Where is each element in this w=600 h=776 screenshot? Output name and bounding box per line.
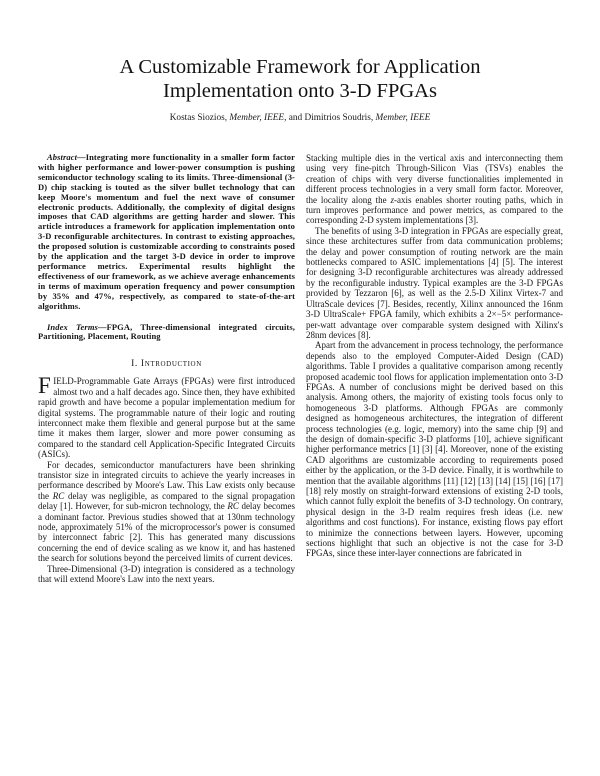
drop-cap-letter: F xyxy=(38,373,51,399)
math-z-axis: z xyxy=(390,194,395,205)
text-segment: delay was negligible, as compared to the signal propagation delay [1]. However, for sub-micron technology, the xyxy=(38,490,296,512)
index-terms-label: Index Terms xyxy=(47,321,98,332)
math-rc-1: RC xyxy=(52,490,65,501)
section-heading-introduction: I. Introduction xyxy=(131,358,202,370)
paper-title xyxy=(0,55,600,103)
intro-paragraph-4 xyxy=(306,226,563,340)
text-segment: IELD-Programmable Gate Arrays (FPGAs) were first introduced almost two and a half decades ago. Since then, they have exhibited rapid growth and have become a popular implementation medium for digital systems. The programmable nature of their logic and routing interconnect make them flexible and general purpose but at the same time it makes them larger, slower and more power consuming as compared to the standard cell Application-Specific Integrated Circuits (ASICs). xyxy=(38,376,295,460)
text-segment: Three-Dimensional (3-D) integration is considered as a technology that will extend Moore's Law into the next years. xyxy=(38,563,295,585)
column-right xyxy=(306,153,563,584)
author-join-text: and Dimitrios Soudris, xyxy=(286,113,376,123)
abstract-text: —Integrating more functionality in a smaller form factor with higher performance and lower-power consumption is pushing semiconductor technology scaling to its limits. Three-dimensional (3-D) chip stacking is touted as the silver bullet technology that can keep Moore's momentum and fuel the next wave of consumer electronic products. Additionally, the complexity of digital designs imposes that CAD algorithms are getting harder and slower. This article introduces a framework for application implementation onto 3-D reconfigurable architectures. In contrast to existing approaches, the proposed solution is customizable according to constraints posed by the application and the target 3-D device in order to improve performance metrics. Experimental results highlight the effectiveness of our framework, as we achieve average enhancements in terms of maximum operation frequency and power consumption by 35% and 47%, respectively, as compared to state-of-the-art algorithms. xyxy=(38,152,295,311)
index-terms-text: —FPGA, Three-dimensional integrated circuits, Partitioning, Placement, Routing xyxy=(38,321,295,342)
author-name-1: Kostas Siozios, xyxy=(169,113,230,123)
authors-line xyxy=(0,113,600,124)
author-affiliation-1: Member, IEEE, xyxy=(229,113,287,123)
text-segment: The benefits of using 3-D integration in FPGAs are especially great, since these architectures suffer from data communication problems; the delay and power consumption of routing network are the main bottlenecks compared to ASIC implementations [4] [5]. The interest for designing 3-D reconfigurable architectures was already addressed by the reconfigurable industry. Typical examples are the 3-D FPGAs provided by Tezzaron [6], as well as the 2.5-D Xilinx Virtex-7 and UltraScale devices [7]. Besides, recently, Xilinx announced the 16nm 3-D UltraScale+ FPGA family, which exhibits a 2×−5× performance-per-watt advantage over comparable system designed with Xilinx's 28nm devices [8]. xyxy=(306,225,563,340)
index-terms-paragraph xyxy=(38,323,295,343)
text-segment: Apart from the advancement in process technology, the performance depends also to the employed Computer-Aided Design (CAD) algorithms. Table I provides a qualitative comparison among recently proposed academic tool flows for application implementation onto 3-D FPGAs. A number of conclusions might be derived based on this analysis. Among others, the majority of existing tools focus only to homogeneous 3-D platforms. Although FPGAs are commonly designed as homogeneous architectures, the integration of different process technologies (e.g. logic, memory) into the same chip [9] and the design of domain-specific 3-D platforms [10], achieve significant higher performance metrics [1] [3] [4]. Moreover, none of the existing CAD algorithms are customizable according to requirements posed either by the application, or the 3-D device. Finally, it is worthwhile to mention that the available algorithms [11] [12] [13] [14] [15] [16] [17] [18] rely mostly on straight-forward extensions of existing 2-D tools, which cannot fully exploit the benefits of 3-D technology. On contrary, physical design in the 3-D realm requires fresh ideas (i.e. new algorithms and cost functions). For instance, existing flows pay effort to minimize the connections between layers. However, upcoming sections highlight that such an objective is not the case for 3-D FPGAs, since these inter-layer connections are fabricated in xyxy=(306,340,563,559)
abstract-paragraph xyxy=(38,153,295,312)
abstract-label: Abstract xyxy=(47,152,78,162)
intro-paragraph-5 xyxy=(306,340,563,559)
intro-paragraph-3 xyxy=(38,564,295,585)
math-rc-2: RC xyxy=(227,501,239,512)
text-segment: delay becomes a dominant factor. Previous studies showed that at 130nm technology node, approximately 51% of the microprocessor's power is consumed by interconnect fabric [2]. This has generated many discussions concerning the end of device scaling as we know it, and has hastened the search for solutions beyond the perceived limits of current devices. xyxy=(38,501,296,564)
two-column-body xyxy=(38,153,563,584)
intro-paragraph-1 xyxy=(38,373,295,460)
paper-title-line2: Implementation onto 3-D FPGAs xyxy=(163,80,437,102)
title-block xyxy=(0,0,600,124)
column-left xyxy=(38,153,295,584)
author-affiliation-2: Member, IEEE xyxy=(375,113,431,123)
text-segment: For decades, semiconductor manufacturers have been shrinking transistor size in integrated circuits to achieve the yearly increases in performance described by Moore's Law. This Law exists only because the xyxy=(38,459,295,501)
paper-title-line1: A Customizable Framework for Application xyxy=(119,56,481,78)
intro-paragraph-2 xyxy=(38,460,295,564)
text-segment: Stacking multiple dies in the vertical axis and interconnecting them using very fine-pitch Through-Silicon Vias (TSVs) enables the creation of chips with very diverse functionalities implemented in different process technologies in a very small form factor. Moreover, the locality along the xyxy=(306,153,563,205)
intro-paragraph-3-continued xyxy=(306,153,563,226)
text-segment: -axis enables shorter routing paths, which in turn improves performance and power metrics, as compared to the corresponding 2-D system implementations [3]. xyxy=(306,194,563,226)
